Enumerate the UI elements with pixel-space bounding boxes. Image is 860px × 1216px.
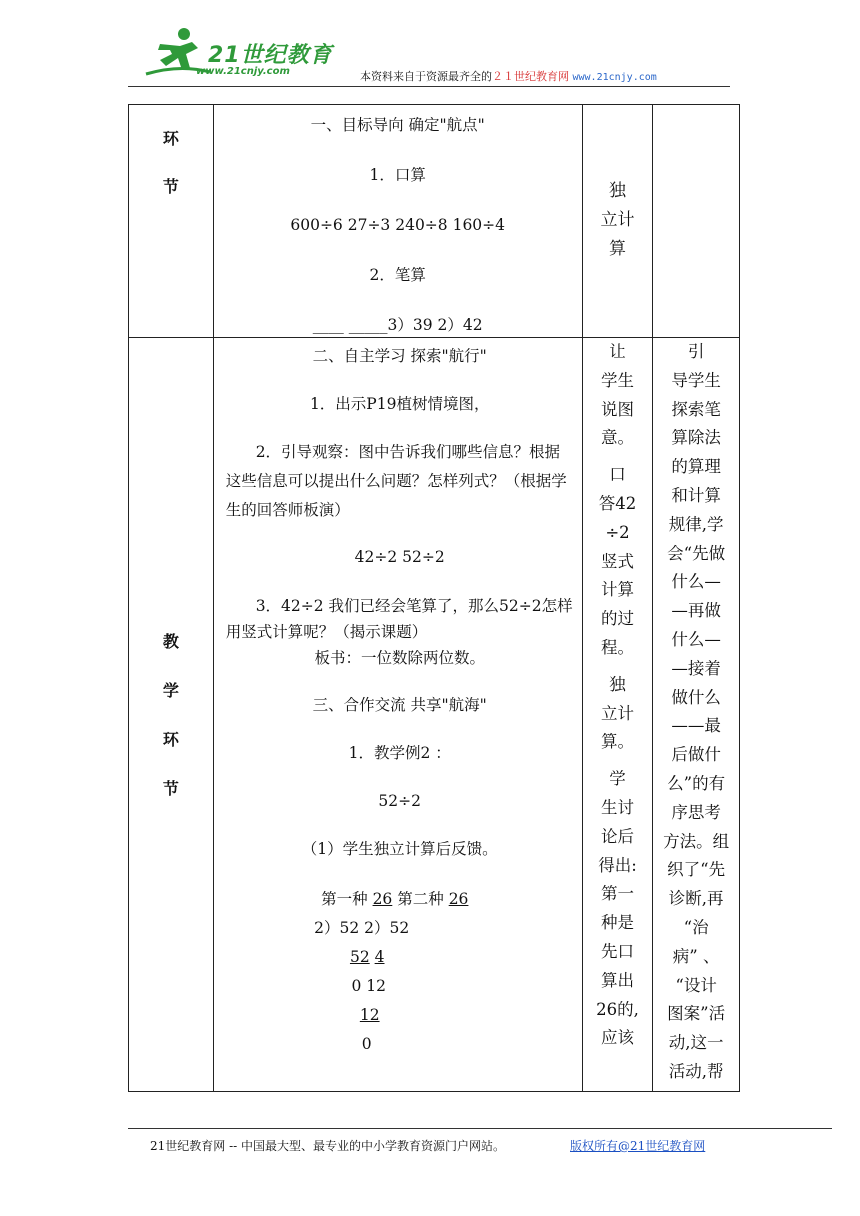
teacher-text: 图案”活: [667, 1004, 726, 1024]
teacher-text: 什么—: [671, 629, 721, 649]
student-text: 学生: [600, 370, 634, 390]
lesson-table: [128, 104, 740, 1092]
section-label-cell: [129, 105, 214, 338]
table-row: [129, 338, 740, 1092]
student-text: 独: [608, 181, 626, 201]
teacher-text: 引: [687, 342, 705, 361]
student-text: 答42: [598, 493, 637, 513]
division-line: 2）52 2）52: [314, 919, 410, 937]
section-label-char: 节: [162, 778, 179, 798]
teacher-text: 的算理: [671, 457, 721, 477]
student-text: 说图: [600, 399, 634, 419]
footer-text: 21世纪教育网 -- 中国最大型、最专业的中小学教育资源门户网站。: [150, 1139, 506, 1153]
teacher-text: 规律,学: [668, 514, 724, 534]
remainder-line: 0 12: [351, 977, 386, 995]
lesson-line: 1．出示P19植树情境图，: [309, 395, 490, 413]
student-text: 种是: [600, 913, 634, 933]
lesson-line: 52÷2: [378, 792, 421, 810]
student-text: 程。: [600, 637, 634, 657]
student-text: 得出:: [598, 855, 637, 875]
teacher-text: 么”的有: [667, 773, 726, 793]
logo-brand-text: 21世纪教育: [208, 43, 333, 68]
lesson-line: 42÷2 52÷2: [354, 548, 445, 566]
teacher-intent-cell: [653, 338, 740, 1092]
student-text: 算出: [600, 970, 634, 990]
table-row: [129, 105, 740, 338]
teacher-text: ——最: [671, 716, 721, 736]
lesson-content-cell: [213, 338, 582, 1092]
student-text: 学: [609, 769, 626, 789]
section-label-char: 教: [162, 631, 179, 651]
lesson-line: 板书：一位数除两位数。: [314, 649, 485, 667]
student-text: 26的,: [596, 999, 639, 1019]
header-divider: [128, 86, 730, 87]
teacher-text: 会“先做: [667, 543, 726, 563]
teacher-text: 和计算: [671, 485, 721, 505]
method-label: 第一种: [321, 890, 368, 908]
student-text: 生讨: [600, 797, 634, 817]
section-label-char: 节: [162, 177, 179, 196]
teacher-text: “设计: [675, 975, 717, 995]
logo-url-text: www.21cnjy.com: [196, 66, 290, 77]
header-note-prefix: 本资料来自于资源最齐全的: [360, 70, 492, 83]
teacher-text: 做什么: [671, 687, 721, 707]
lesson-line: 2．笔算: [369, 266, 426, 284]
teacher-text: 算除法: [671, 428, 721, 448]
section-label-char: 环: [162, 729, 179, 749]
section-title: 三、合作交流 共享"航海": [312, 696, 487, 714]
lesson-line: 1．口算: [369, 166, 426, 184]
teacher-text: —接着: [671, 658, 721, 678]
teacher-text: 什么—: [671, 572, 721, 592]
section-title: 一、目标导向 确定"航点": [310, 116, 485, 134]
student-text: 立计: [600, 209, 635, 230]
teacher-text: 探索笔: [671, 399, 721, 419]
lesson-line: 1．教学例2 ：: [348, 744, 451, 762]
long-division-work: [226, 885, 574, 1059]
teacher-text: 织了“先: [667, 860, 726, 880]
header-note-url[interactable]: www.21cnjy.com: [572, 72, 657, 83]
quotient: 26: [448, 890, 469, 908]
section-title: 二、自主学习 探索"航行": [312, 347, 487, 365]
student-text: 论后: [600, 826, 634, 846]
header-note: [360, 68, 657, 84]
student-text: 计算: [600, 580, 634, 600]
student-text: 算。: [600, 732, 634, 752]
teacher-text: 后做什: [671, 745, 721, 765]
student-text: 应该: [600, 1028, 634, 1048]
lesson-line: （1）学生独立计算后反馈。: [301, 840, 498, 858]
student-text: 算: [608, 238, 626, 259]
student-text: 竖式: [600, 551, 634, 571]
student-text: 口: [609, 465, 626, 485]
lesson-line: 600÷6 27÷3 240÷8 160÷4: [290, 216, 506, 234]
subtraction-step: 4: [374, 948, 385, 966]
teacher-text: 活动,帮: [668, 1061, 724, 1081]
subtraction-step: 52: [349, 948, 370, 966]
student-activity-cell: [582, 105, 653, 338]
final-remainder: 0: [361, 1035, 372, 1053]
section-label-char: 学: [162, 680, 179, 700]
teacher-text: 方法。组: [663, 831, 730, 851]
header-note-site[interactable]: ２１世纪教育网: [492, 70, 569, 83]
lesson-paragraph: 3．42÷2 我们已经会笔算了，那么52÷2怎样用竖式计算呢？（揭示课题）: [225, 597, 573, 641]
student-text: 的过: [600, 609, 634, 629]
teacher-text: —再做: [671, 601, 721, 621]
method-label: 第二种: [397, 890, 444, 908]
teacher-intent-cell: [653, 105, 740, 338]
student-text: 先口: [600, 941, 634, 961]
teacher-text: 动,这一: [668, 1033, 724, 1053]
student-text: 让: [609, 342, 626, 361]
lesson-paragraph: 2．引导观察：图中告诉我们哪些信息？根据这些信息可以提出什么问题？怎样列式？（根据学生的回答师板演）: [225, 443, 567, 519]
student-text: 第一: [600, 884, 634, 904]
teacher-text: 序思考: [671, 802, 721, 822]
student-text: 立计: [600, 703, 634, 723]
teacher-text: 病” 、: [672, 946, 720, 966]
teacher-text: “治: [683, 917, 709, 937]
student-text: ÷2: [605, 522, 630, 542]
quotient: 26: [372, 890, 393, 908]
student-activity-cell: [582, 338, 653, 1092]
student-text: 独: [609, 674, 626, 694]
lesson-line: ____ _____3）39 2）42: [312, 316, 483, 334]
student-text: 意。: [600, 428, 634, 448]
lesson-content-cell: [213, 105, 582, 338]
subtraction-step: 12: [359, 1006, 380, 1024]
copyright-link[interactable]: 版权所有@21世纪教育网: [570, 1139, 706, 1153]
teacher-text: 导学生: [671, 370, 721, 390]
section-label-char: 环: [162, 129, 179, 148]
footer-divider: [128, 1128, 832, 1129]
teacher-text: 诊断,再: [668, 889, 724, 909]
